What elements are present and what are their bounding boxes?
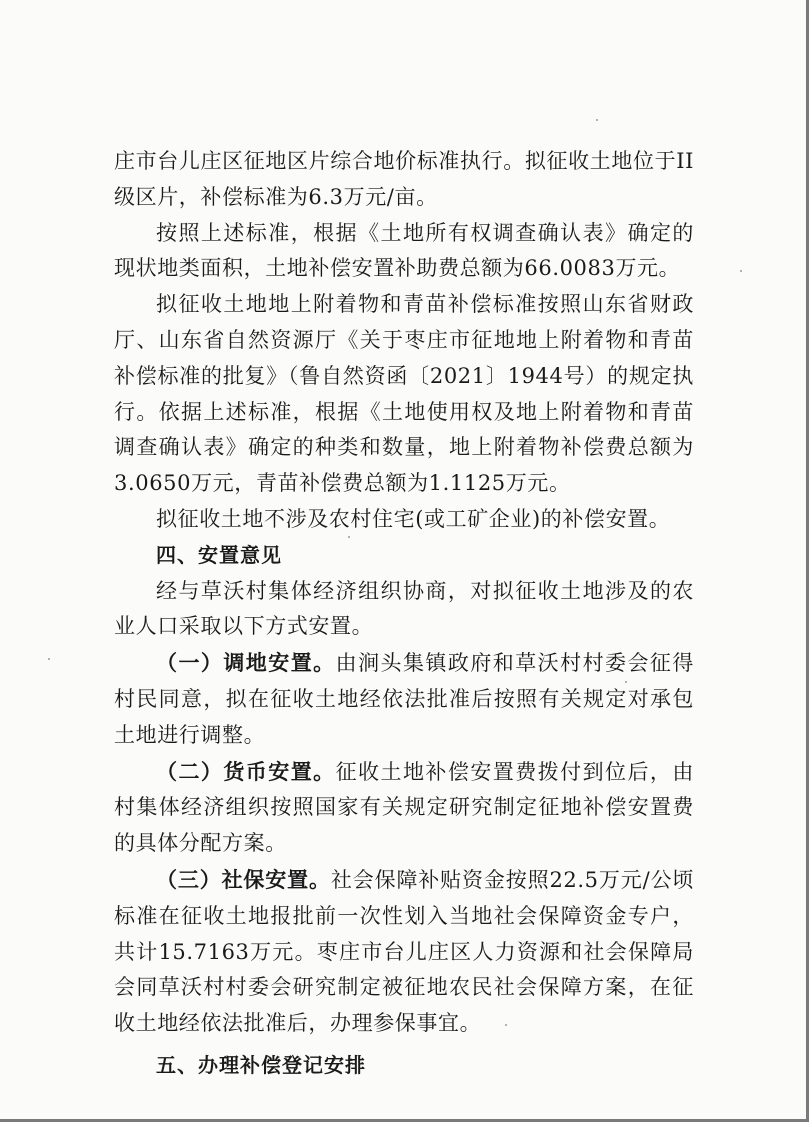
- item-body: 由涧头集镇政府和草沃村村委会征得村民同意，拟在征收土地经依法批准后按照有关规定对承包土地进行调整。: [114, 651, 694, 747]
- item-body: 征收土地补偿安置费拨付到位后，由村集体经济组织按照国家有关规定研究制定征地补偿安置费的具体分配方案。: [114, 759, 694, 856]
- scan-speck: [596, 119, 598, 121]
- paragraph-no-housing: 拟征收土地不涉及农村住宅(或工矿企业)的补偿安置。: [156, 506, 671, 531]
- item-body: 社会保障补贴资金按照22.5万元/公顷标准在征收土地报批前一次性划入当地社会保障资金专户，共计15.7163万元。枣庄市台儿庄区人力资源和社会保障局会同草沃村村委会研究制定被征地农民社会保障方案，在征收土地经依法批准后，办理参保事宜。: [114, 867, 694, 1036]
- resettlement-item-monetary: [114, 754, 694, 862]
- section-heading-resettlement: 四、安置意见: [156, 542, 282, 567]
- scan-speck: [740, 270, 742, 272]
- item-title: （二）货币安置。: [156, 758, 336, 784]
- resettlement-item-land-adjustment: [114, 645, 694, 753]
- document-body: [114, 144, 694, 1084]
- item-title: （三）社保安置。: [156, 866, 331, 892]
- resettlement-item-social-security: [114, 862, 694, 1042]
- paragraph-resettlement-intro: 经与草沃村集体经济组织协商，对拟征收土地涉及的农业人口采取以下方式安置。: [114, 578, 694, 639]
- paragraph-attachments-crops: 拟征收土地地上附着物和青苗补偿标准按照山东省财政厅、山东省自然资源厅《关于枣庄市征地地上附着物和青苗补偿标准的批复》（鲁自然资函〔2021〕1944号）的规定执行。依据上述标准，根据《土地使用权及地上附着物和青苗调查确认表》确定的种类和数量，地上附着物补偿费总额为3.0650万元，青苗补偿费总额为1.1125万元。: [114, 292, 694, 496]
- section-heading-registration: 五、办理补偿登记安排: [156, 1052, 366, 1077]
- paragraph-land-compensation-total: 按照上述标准，根据《土地所有权调查确认表》确定的现状地类面积，土地补偿安置补助费总额为66.0083万元。: [114, 220, 694, 281]
- scan-speck: [48, 658, 50, 660]
- item-title: （一）调地安置。: [156, 650, 336, 676]
- paragraph-compensation-standard: 庄市台儿庄区征地区片综合地价标准执行。拟征收土地位于II级区片，补偿标准为6.3万元/亩。: [114, 149, 694, 209]
